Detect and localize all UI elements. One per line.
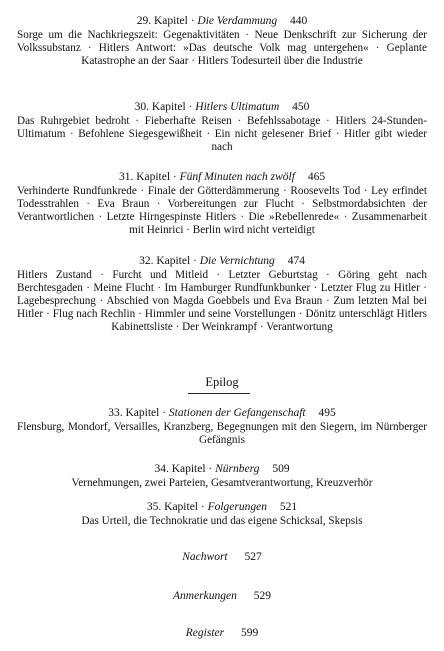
chapter-page: 465 xyxy=(307,171,326,183)
toc-entry-chapter-31 xyxy=(17,170,427,237)
chapter-title: Nürnberg xyxy=(215,463,260,475)
chapter-number: 33. Kapitel · xyxy=(108,407,167,419)
toc-entry-chapter-33 xyxy=(17,406,427,447)
chapter-number: 32. Kapitel · xyxy=(139,255,197,267)
section-page: 529 xyxy=(253,590,271,602)
toc-entry-anmerkungen xyxy=(0,589,444,603)
chapter-heading xyxy=(17,170,427,184)
chapter-page: 509 xyxy=(272,463,290,475)
chapter-title: Stationen der Gefangenschaft xyxy=(168,407,306,419)
toc-entry-chapter-29 xyxy=(17,14,427,68)
chapter-number: 31. Kapitel · xyxy=(118,171,177,183)
chapter-summary: Das Ruhrgebiet bedroht · Fieberhafte Reisen · Befehlssabotage · Hitlers 24-Stunden-Ultimatum · Befohlene Siegesgewißheit · Ein nicht gelesener Brief · Hitler gibt wieder nach xyxy=(17,115,427,153)
chapter-summary: Verhinderte Rundfunkrede · Finale der Götterdämmerung · Roosevelts Tod · Ley erfindet Todesstrahlen · Eva Braun · Vorbereitungen zur Flucht · Selbstmordabsichten der Verantwortlichen · Letzte Hirngespinste Hitlers · Die »Rebellenrede« · Zusammenarbeit mit Heinrici · Berlin wird nicht verteidigt xyxy=(17,185,427,236)
chapter-number: 35. Kapitel · xyxy=(146,501,205,513)
chapter-number: 30. Kapitel · xyxy=(134,101,193,113)
epilog-underline xyxy=(188,393,250,394)
section-title: Anmerkungen xyxy=(173,590,237,602)
chapter-title: Die Verdammung xyxy=(197,15,278,27)
chapter-page: 440 xyxy=(290,15,308,27)
section-page: 599 xyxy=(240,627,259,639)
chapter-title: Folgerungen xyxy=(207,501,267,513)
epilog-heading: Epilog xyxy=(205,375,239,389)
chapter-page: 474 xyxy=(287,255,305,267)
chapter-heading xyxy=(17,406,427,420)
chapter-page: 521 xyxy=(279,501,298,513)
chapter-page: 495 xyxy=(318,407,336,419)
chapter-summary: Hitlers Zustand · Furcht und Mitleid · Letzter Geburtstag · Göring geht nach Berchtesgaden · Meine Flucht · Im Hamburger Rundfunkbunker · Letzter Flug zu Hitler · Lagebesprechung · Abschied von Magda Goebbels und Eva Braun · Zum letzten Mal bei Hitler · Flug nach Rechlin · Himmler und seine Vorstellungen · Dönitz unterschlägt Hitlers Kabinettsliste · Der Weinkrampf · Verantwortung xyxy=(17,269,427,333)
chapter-page: 450 xyxy=(292,101,310,113)
chapter-title: Die Vernichtung xyxy=(199,255,275,267)
chapter-heading xyxy=(17,462,427,476)
chapter-heading xyxy=(17,500,427,514)
chapter-heading xyxy=(17,100,427,114)
chapter-title: Hitlers Ultimatum xyxy=(195,101,280,113)
toc-entry-chapter-35 xyxy=(17,500,427,528)
chapter-summary: Flensburg, Mondorf, Versailles, Kranzberg, Begegnungen mit den Siegern, im Nürnberger Gefängnis xyxy=(17,421,427,446)
chapter-heading xyxy=(17,14,427,28)
toc-entry-chapter-34 xyxy=(17,462,427,490)
chapter-number: 34. Kapitel · xyxy=(154,463,213,475)
toc-entry-nachwort xyxy=(0,550,444,564)
chapter-summary: Vernehmungen, zwei Parteien, Gesamtverantwortung, Kreuzverhör xyxy=(71,477,373,489)
section-title: Register xyxy=(185,627,225,639)
chapter-title: Fünf Minuten nach zwölf xyxy=(179,171,295,183)
toc-entry-chapter-32 xyxy=(17,254,427,334)
section-title: Nachwort xyxy=(182,551,228,563)
toc-entry-register xyxy=(0,626,444,640)
toc-entry-chapter-30 xyxy=(17,100,427,154)
chapter-summary: Das Urteil, die Technokratie und das eigene Schicksal, Skepsis xyxy=(81,515,363,527)
chapter-number: 29. Kapitel · xyxy=(136,15,195,27)
chapter-summary: Sorge um die Nachkriegszeit: Gegenaktivitäten · Neue Denkschrift zur Sicherung der Volkssubstanz · Hitlers Antwort: »Das deutsche Volk mag untergehen« · Geplante Katastrophe an der Saar · Hitlers Todesurteil über die Industrie xyxy=(17,29,427,67)
section-page: 527 xyxy=(244,551,262,563)
chapter-heading xyxy=(17,254,427,268)
